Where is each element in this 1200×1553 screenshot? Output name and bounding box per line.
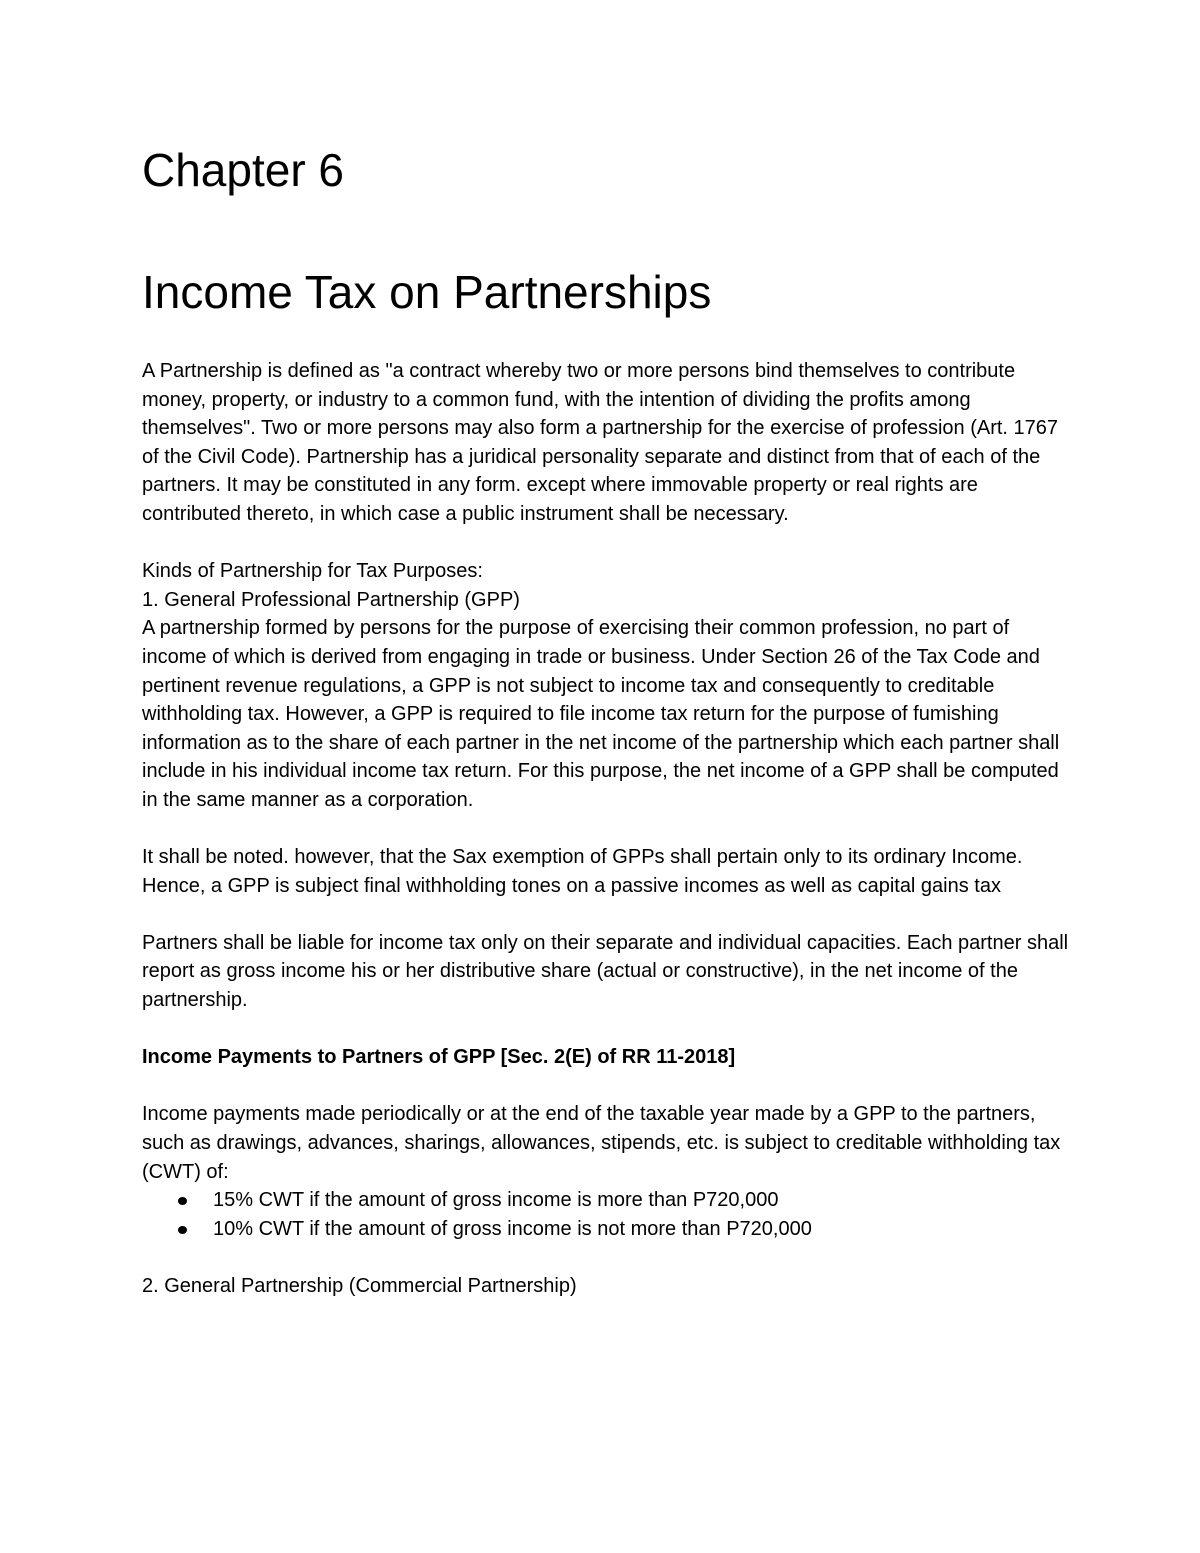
exemption-note: It shall be noted. however, that the Sax exemption of GPPs shall pertain only to its ordinary Income. Hence, a GPP is subject final withholding tones on a passive incomes as well as capital gains tax — [142, 846, 1023, 897]
intro-paragraph: A Partnership is defined as "a contract whereby two or more persons bind themselves to contribute money, property, or industry to a common fund, with the intention of dividing the profits among themselves". Two or more persons may also form a partnership for the exercise of profession (Art. 1767 of the Civil Code). Partnership has a juridical personality separate and distinct from that of each of the partners. It may be constituted in any form. except where immovable property or real rights are contributed thereto, in which case a public instrument shall be necessary. — [142, 360, 1059, 525]
list-item — [142, 1215, 1072, 1244]
income-payments-paragraph: Income payments made periodically or at the end of the taxable year made by a GPP to the partners, such as drawings, advances, sharings, allowances, stipends, etc. is subject to creditable withholding tax (CWT) of: — [142, 1103, 1061, 1183]
kinds-heading: Kinds of Partnership for Tax Purposes: — [142, 560, 483, 583]
cwt-rate-text: 15% CWT if the amount of gross income is more than P720,000 — [213, 1189, 779, 1212]
document-body — [142, 357, 1072, 1301]
chapter-heading: Chapter 6 — [142, 144, 345, 196]
partners-liability-paragraph: Partners shall be liable for income tax only on their separate and individual capacities. Each partner shall report as gross income his or her distributive share (actual or constructive), in the net income of the partnership. — [142, 931, 1069, 1012]
income-payments-heading: Income Payments to Partners of GPP [Sec. 2(E) of RR 11-2018] — [142, 1046, 736, 1069]
page-title: Income Tax on Partnerships — [142, 266, 712, 318]
general-partnership-heading: 2. General Partnership (Commercial Partnership) — [142, 1275, 577, 1297]
bullet-icon — [178, 1226, 187, 1234]
gpp-description: A partnership formed by persons for the purpose of exercising their common profession, no part of income of which is derived from engaging in trade or business. Under Section 26 of the Tax Code and pertinent revenue regulations, a GPP is not subject to income tax and consequently to creditable withholding tax. However, a GPP is required to file income tax return for the purpose of fumishing information as to the share of each partner in the net income of the partnership which each partner shall include in his individual income tax return. For this purpose, the net income of a GPP shall be computed in the same manner as a corporation. — [142, 617, 1060, 811]
list-item — [142, 1186, 1072, 1215]
bullet-icon — [178, 1197, 187, 1205]
cwt-rate-text: 10% CWT if the amount of gross income is not more than P720,000 — [213, 1217, 812, 1240]
cwt-rate-list — [142, 1186, 1072, 1243]
gpp-heading: 1. General Professional Partnership (GPP) — [142, 588, 520, 611]
